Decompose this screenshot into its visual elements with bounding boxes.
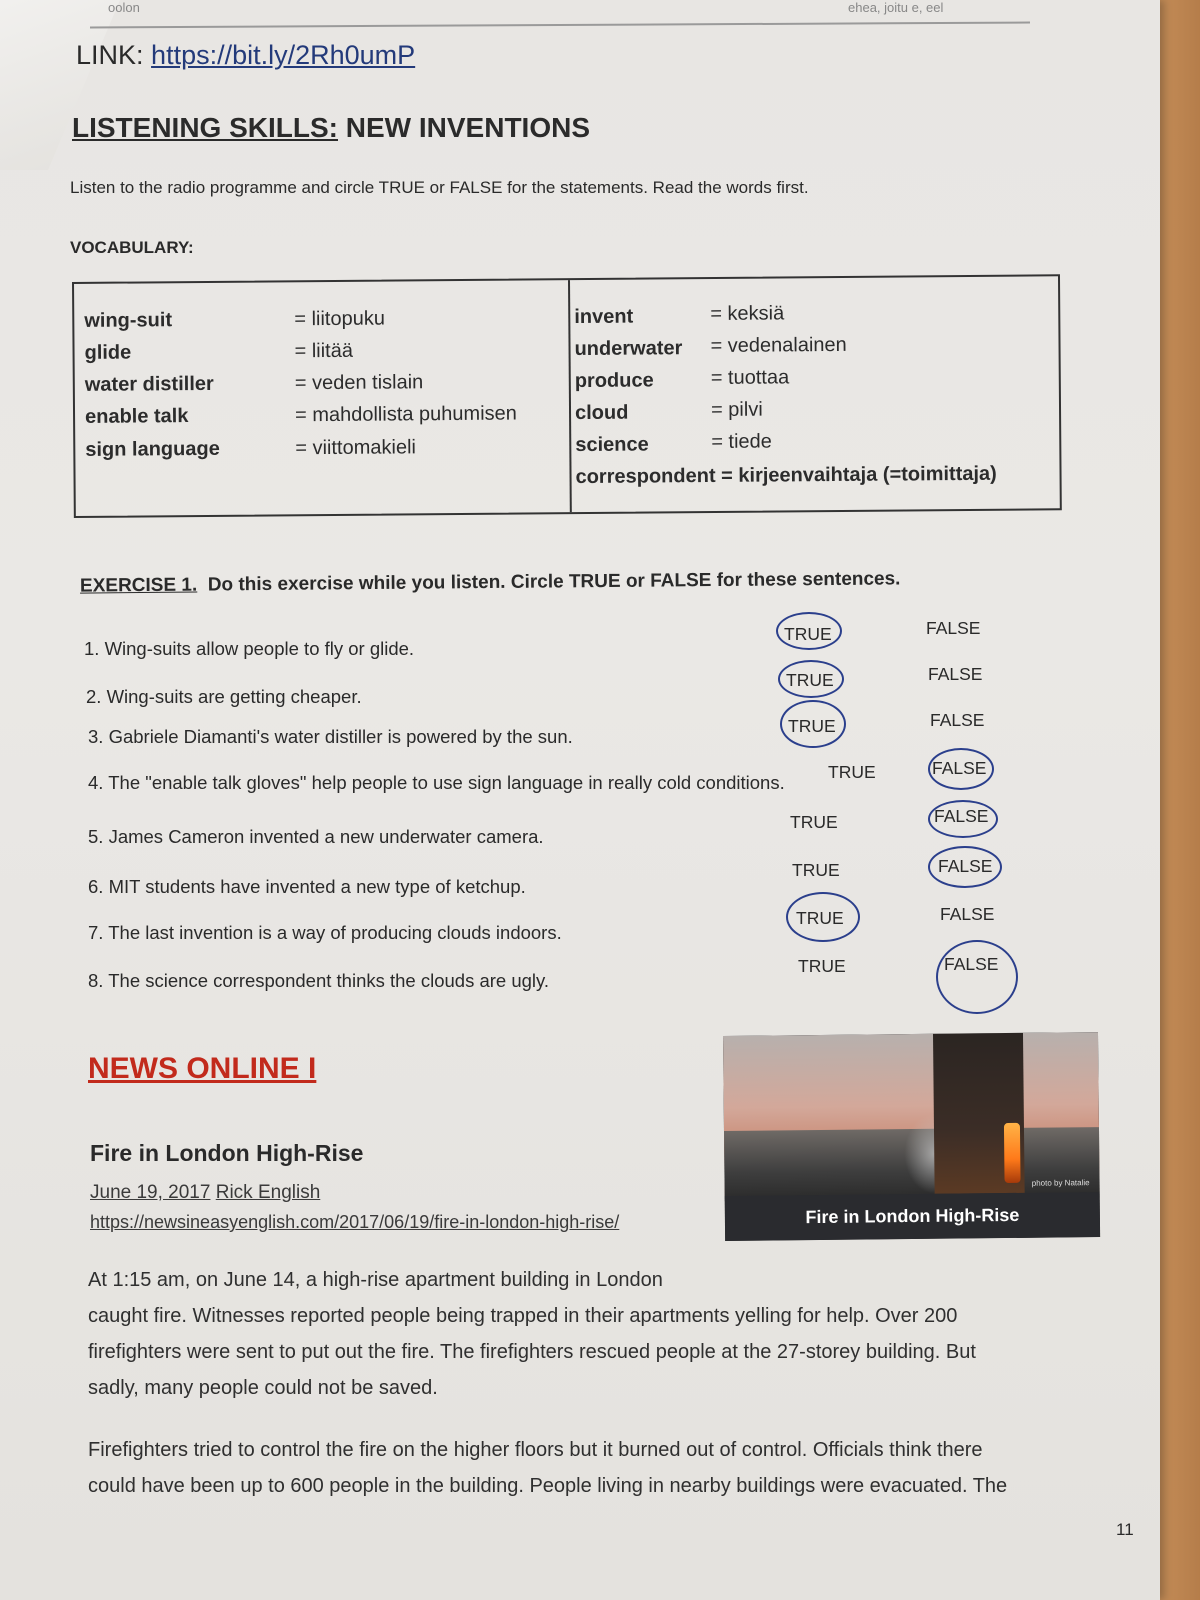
exercise-statement: 7. The last invention is a way of producing clouds indoors. — [88, 922, 562, 943]
header-fragment-right: ehea, joitu e, eel — [848, 0, 944, 15]
vocab-term: enable talk — [84, 405, 189, 428]
link-line — [76, 40, 415, 71]
article-paragraph-2 — [88, 1432, 1007, 1504]
news-heading-text: NEWS ONLINE I — [88, 1052, 317, 1085]
false-option[interactable]: FALSE — [940, 904, 995, 924]
false-option[interactable]: FALSE — [926, 618, 981, 638]
exercise-statement: 1. Wing-suits allow people to fly or glide. — [84, 638, 415, 659]
page-title — [72, 112, 590, 144]
photo-fire — [1004, 1123, 1021, 1183]
true-option[interactable]: TRUE — [792, 860, 840, 880]
vocab-definition: = vedenalainen — [710, 333, 847, 357]
true-option[interactable]: TRUE — [796, 908, 844, 928]
true-answer-circle — [786, 892, 860, 942]
false-option[interactable]: FALSE — [934, 806, 989, 826]
vocab-term: produce — [574, 369, 654, 393]
title-underlined: LISTENING SKILLS: — [72, 112, 338, 143]
true-option[interactable]: TRUE — [788, 716, 836, 736]
vocab-definition: = veden tislain — [294, 371, 424, 395]
photo-caption: Fire in London High-Rise — [805, 1204, 1020, 1228]
paragraph-line: Firefighters tried to control the fire on the higher floors but it burned out of control. Officials think there — [88, 1439, 983, 1461]
header-fragment-left: oolon — [108, 0, 140, 15]
paragraph-line: sadly, many people could not be saved. — [88, 1377, 438, 1399]
vocabulary-table — [72, 274, 1062, 518]
false-answer-circle — [928, 800, 998, 838]
vocab-term: water distiller — [84, 372, 214, 396]
true-option[interactable]: TRUE — [784, 624, 832, 644]
vocabulary-table-divider — [568, 280, 572, 512]
true-answer-circle — [778, 660, 844, 698]
vocab-definition: = keksiä — [710, 302, 785, 325]
exercise-statement: 3. Gabriele Diamanti's water distiller is powered by the sun. — [88, 726, 573, 747]
title-rest: NEW INVENTIONS — [345, 112, 591, 143]
photo-credit: photo by Natalie — [1031, 1178, 1090, 1188]
vocab-term: cloud — [574, 401, 629, 425]
true-answer-circle — [776, 612, 842, 650]
vocab-term: science — [575, 433, 649, 457]
false-answer-circle — [936, 940, 1018, 1014]
news-heading — [88, 1052, 316, 1086]
vocab-definition: = viittomakieli — [295, 436, 417, 460]
article-author[interactable]: Rick English — [215, 1182, 321, 1203]
exercise-statement: 4. The "enable talk gloves" help people to use sign language in really cold conditions. — [88, 772, 785, 793]
true-option[interactable]: TRUE — [828, 762, 876, 782]
paragraph-line: caught fire. Witnesses reported people being trapped in their apartments yelling for help. Over 200 — [88, 1305, 958, 1327]
false-option[interactable]: FALSE — [928, 664, 983, 684]
article-paragraph-1 — [88, 1262, 976, 1406]
vocab-definition: = liitää — [294, 339, 354, 363]
vocab-term: invent — [574, 305, 634, 329]
article-url[interactable]: https://newsineasyenglish.com/2017/06/19/fire-in-london-high-rise/ — [90, 1212, 620, 1232]
link-url[interactable]: https://bit.ly/2Rh0umP — [151, 40, 416, 70]
false-answer-circle — [928, 846, 1002, 888]
exercise-statement: 5. James Cameron invented a new underwater camera. — [88, 826, 544, 847]
exercise-statement: 8. The science correspondent thinks the clouds are ugly. — [88, 970, 550, 991]
news-photo — [723, 1032, 1100, 1241]
exercise-statement: 6. MIT students have invented a new type of ketchup. — [88, 876, 526, 897]
vocab-definition: = mahdollista puhumisen — [294, 402, 517, 427]
instructions-text: Listen to the radio programme and circle TRUE or FALSE for the statements. Read the words first. — [70, 178, 809, 197]
exercise-label: EXERCISE 1. — [79, 574, 198, 597]
true-option[interactable]: TRUE — [786, 670, 834, 690]
false-option[interactable]: FALSE — [930, 710, 985, 730]
exercise-heading — [80, 568, 901, 597]
vocab-definition: = tuottaa — [710, 366, 790, 389]
link-label: LINK: — [76, 40, 144, 70]
false-option[interactable]: FALSE — [932, 758, 987, 778]
vocab-definition: = liitopuku — [294, 307, 386, 331]
vocab-term: sign language — [85, 437, 220, 461]
vocab-definition: = tiede — [711, 430, 772, 453]
vocab-last-line: correspondent = kirjeenvaihtaja (=toimittaja) — [575, 462, 997, 489]
article-date[interactable]: June 19, 2017 — [90, 1182, 211, 1203]
vocab-definition: = pilvi — [710, 398, 763, 421]
vocab-term: wing-suit — [84, 309, 173, 332]
true-option[interactable]: TRUE — [798, 956, 846, 976]
true-answer-circle — [780, 700, 846, 748]
vocabulary-heading: VOCABULARY: — [70, 238, 194, 257]
paragraph-line: firefighters were sent to put out the fire. The firefighters rescued people at the 27-storey building. But — [88, 1341, 976, 1363]
article-byline — [90, 1182, 320, 1204]
header-rule — [90, 22, 1030, 29]
false-answer-circle — [928, 748, 994, 790]
exercise-instruction: Do this exercise while you listen. Circle TRUE or FALSE for these sentences. — [207, 568, 901, 596]
paragraph-line: At 1:15 am, on June 14, a high-rise apartment building in London — [88, 1269, 663, 1291]
exercise-statement: 2. Wing-suits are getting cheaper. — [86, 686, 362, 707]
true-option[interactable]: TRUE — [790, 812, 838, 832]
paragraph-line: could have been up to 600 people in the building. People living in nearby buildings were evacuated. The — [88, 1475, 1008, 1497]
article-title: Fire in London High-Rise — [90, 1140, 364, 1166]
false-option[interactable]: FALSE — [944, 954, 999, 974]
vocab-term: underwater — [574, 337, 683, 361]
vocab-term: glide — [84, 341, 132, 364]
page-number: 11 — [1116, 1520, 1134, 1539]
false-option[interactable]: FALSE — [938, 856, 993, 876]
